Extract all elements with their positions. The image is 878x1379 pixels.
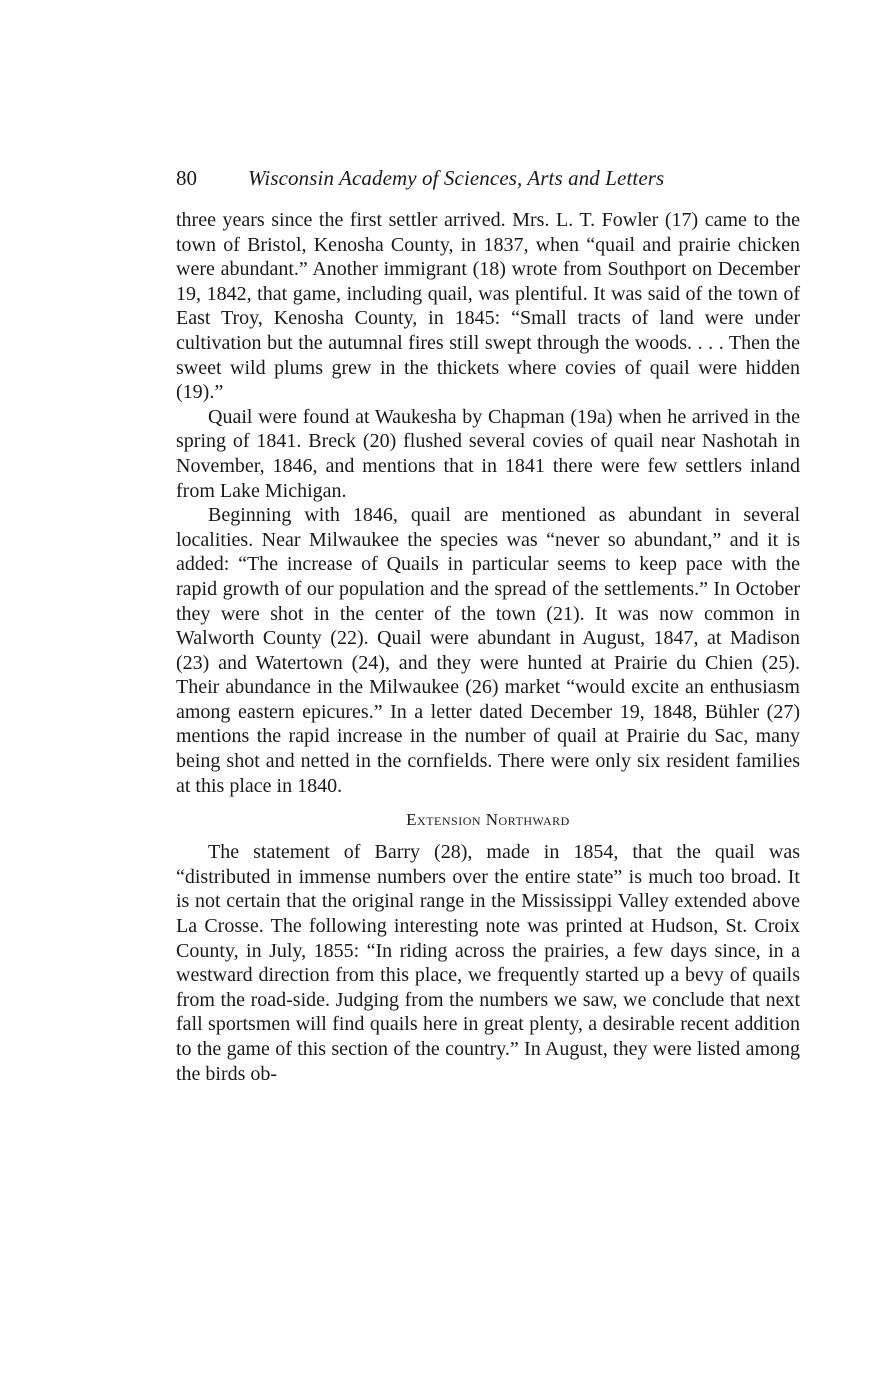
journal-title: Wisconsin Academy of Sciences, Arts and Letters <box>248 166 665 190</box>
body-text <box>176 208 800 1086</box>
paragraph: Beginning with 1846, quail are mentioned as abundant in several localities. Near Milwaukee the species was “never so abundant,” and it is added: “The increase of Quails in particular seems to keep pace with the rapid growth of our population and the spread of the settlements.” In October they were shot in the center of the town (21). It was now common in Walworth County (22). Quail were abundant in August, 1847, at Madison (23) and Watertown (24), and they were hunted at Prairie du Chien (25). Their abundance in the Milwaukee (26) market “would excite an enthusiasm among eastern epicures.” In a letter dated December 19, 1848, Bühler (27) mentions the rapid increase in the number of quail at Prairie du Sac, many being shot and netted in the cornfields. There were only six resident families at this place in 1840. <box>176 504 800 797</box>
page-number: 80 <box>176 166 197 190</box>
running-head <box>176 158 800 198</box>
page <box>176 158 800 1086</box>
paragraph: The statement of Barry (28), made in 1854, that the quail was “distributed in immense numbers over the entire state” is much too broad. It is not certain that the original range in the Mississippi Valley extended above La Crosse. The following interesting note was printed at Hudson, St. Croix County, in July, 1855: “In riding across the prairies, a few days since, in a westward direction from this place, we frequently started up a bevy of quails from the road-side. Judging from the numbers we saw, we conclude that next fall sportsmen will find quails here in great plenty, a desirable recent addition to the game of this section of the country.” In August, they were listed among the birds ob- <box>176 841 800 1085</box>
paragraph: Quail were found at Waukesha by Chapman (19a) when he arrived in the spring of 1841. Breck (20) flushed several covies of quail near Nashotah in November, 1846, and mentions that in 1841 there were few settlers inland from Lake Michigan. <box>176 405 800 502</box>
section-heading: Extension Northward <box>406 810 570 830</box>
paragraph: three years since the first settler arrived. Mrs. L. T. Fowler (17) came to the town of Bristol, Kenosha County, in 1837, when “quail and prairie chicken were abundant.” Another immigrant (18) wrote from Southport on December 19, 1842, that game, including quail, was plentiful. It was said of the town of East Troy, Kenosha County, in 1845: “Small tracts of land were under cultivation but the autumnal fires still swept through the woods. . . . Then the sweet wild plums grew in the thickets where covies of quail were hidden (19).” <box>176 209 800 404</box>
